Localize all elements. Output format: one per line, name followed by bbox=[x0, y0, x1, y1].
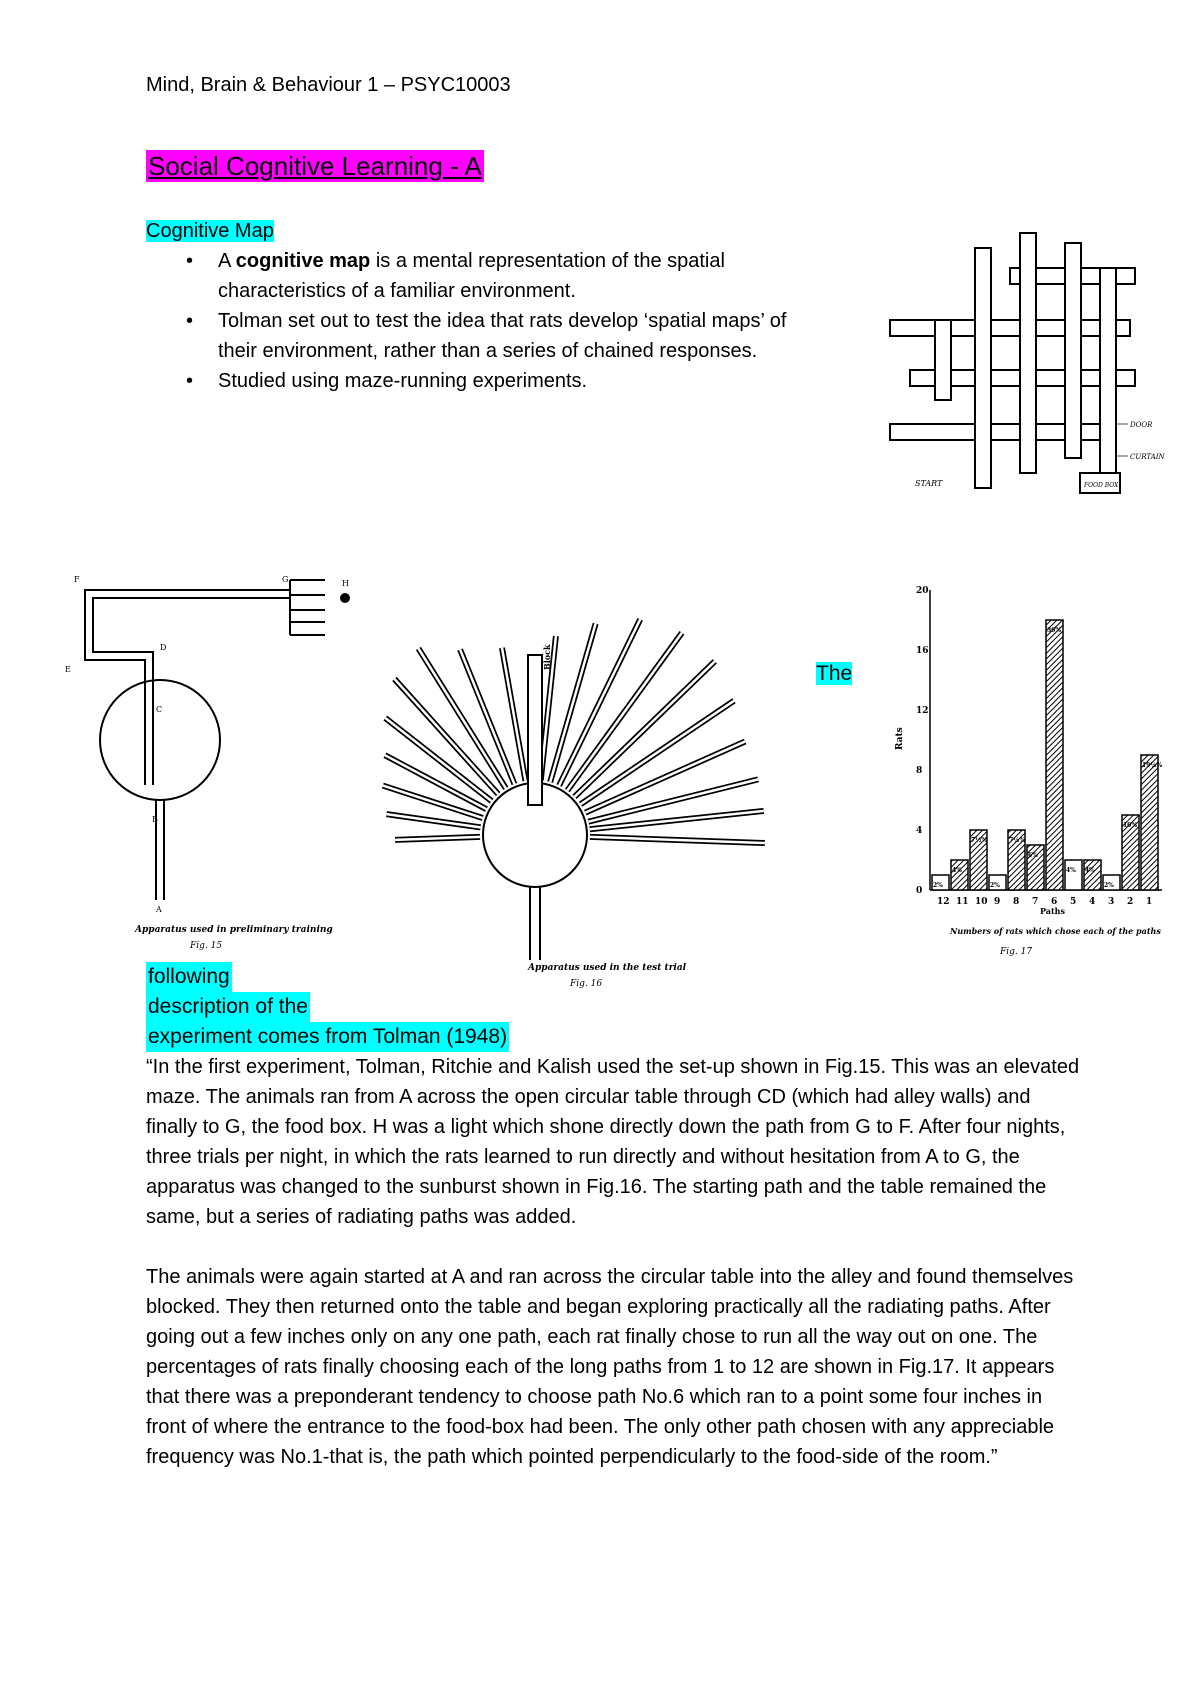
bullet-item: • Tolman set out to test the idea that rats develop ‘spatial maps’ of their environment, rather than a series of chained responses. bbox=[180, 306, 820, 366]
x-tick-label: 1 bbox=[1146, 897, 1153, 907]
data-label: 6% bbox=[1028, 852, 1038, 859]
x-tick-label: 6 bbox=[1051, 897, 1058, 907]
light-h-icon bbox=[340, 593, 350, 603]
bullet-icon: • bbox=[186, 310, 194, 332]
food-box-label: FOOD BOX bbox=[1084, 482, 1119, 489]
paragraph: The animals were again started at A and ran across the circular table into the alley and found themselves blocked. They then returned onto the table and began exploring practically all the radiating paths. After going out a few inches only on any one path, each rat finally chose to run all the way out on one. The percentages of rats finally choosing each of the long paths from 1 to 12 are shown in Fig.17. It appears that there was a preponderant tendency to choose path No.6 which ran to a point some four inches in front of where the entrance to the food-box had been. The only other path chosen with any appreciable frequency was No.1-that is, the path which pointed perpendicularly to the food-side of the room.” bbox=[146, 1266, 1074, 1468]
bar bbox=[1084, 860, 1101, 890]
bullet-icon: • bbox=[186, 370, 194, 392]
point-e-label: E bbox=[65, 665, 71, 674]
data-label: 10% bbox=[1123, 822, 1138, 829]
fig16-caption: Apparatus used in the test trial bbox=[528, 963, 687, 973]
chart-title: Numbers of rats which chose each of the paths bbox=[950, 926, 1161, 936]
y-tick-label: 4 bbox=[916, 826, 923, 836]
food-box-g bbox=[290, 580, 325, 635]
data-label: 4% bbox=[1085, 867, 1095, 874]
description-text: description of the bbox=[146, 992, 310, 1022]
x-tick-label: 10 bbox=[975, 897, 988, 907]
radiating-path bbox=[386, 814, 480, 827]
x-tick-label: 7 bbox=[1032, 897, 1039, 907]
data-label: 19½% bbox=[1142, 762, 1163, 769]
source-text: experiment comes from Tolman (1948) bbox=[146, 1022, 509, 1052]
data-label: 4% bbox=[1066, 867, 1076, 874]
fig15-caption: Apparatus used in preliminary training bbox=[135, 925, 333, 935]
maze-alley bbox=[1065, 243, 1081, 458]
data-label: 4% bbox=[952, 867, 962, 874]
fig17-label: Fig. 17 bbox=[1000, 947, 1033, 957]
following-text: following bbox=[146, 962, 232, 992]
point-c-label: C bbox=[156, 705, 163, 714]
x-tick-label: 8 bbox=[1013, 897, 1020, 907]
section-heading bbox=[146, 218, 274, 244]
start-label: START bbox=[915, 479, 943, 488]
door-label: DOOR bbox=[1130, 421, 1153, 429]
fig15-apparatus bbox=[60, 560, 360, 950]
path-to-food bbox=[85, 590, 290, 680]
section-heading-text: Cognitive Map bbox=[146, 220, 274, 242]
point-d-label: D bbox=[160, 643, 167, 652]
bar bbox=[1141, 755, 1158, 890]
x-tick-label: 12 bbox=[937, 897, 950, 907]
x-tick-label: 11 bbox=[956, 897, 969, 907]
y-tick-label: 16 bbox=[916, 646, 929, 656]
maze-alley bbox=[935, 320, 951, 400]
bar bbox=[1065, 860, 1082, 890]
maze-figure bbox=[880, 228, 1180, 498]
block-label: Block bbox=[542, 644, 552, 670]
curtain-label: CURTAIN bbox=[1130, 453, 1165, 461]
fig16-sunburst bbox=[380, 530, 810, 1010]
circular-table bbox=[100, 680, 220, 800]
bullet-item: • A cognitive map is a mental representation of the spatial characteristics of a familiar environment. bbox=[180, 246, 820, 306]
bullet-icon: • bbox=[186, 250, 194, 272]
data-label: 36% bbox=[1047, 627, 1062, 634]
x-tick-label: 5 bbox=[1070, 897, 1077, 907]
point-a-label: A bbox=[156, 905, 162, 914]
point-g-label: G bbox=[282, 575, 289, 584]
maze-alley bbox=[975, 248, 991, 488]
x-tick-label: 3 bbox=[1108, 897, 1115, 907]
data-label: 7½% bbox=[971, 837, 988, 844]
quote-body bbox=[146, 1052, 1086, 1502]
data-label: 7½% bbox=[1009, 837, 1026, 844]
y-tick-label: 0 bbox=[916, 886, 923, 896]
y-axis-label: Rats bbox=[895, 727, 905, 750]
page-title: Social Cognitive Learning - A bbox=[148, 151, 482, 181]
fig15-label: Fig. 15 bbox=[190, 941, 223, 950]
y-tick-label: 12 bbox=[916, 706, 929, 716]
point-b-label: B bbox=[152, 815, 158, 824]
point-h-label: H bbox=[342, 579, 349, 588]
bullet-list bbox=[180, 246, 820, 396]
data-label: 2% bbox=[990, 882, 1000, 889]
x-axis-label: Paths bbox=[1040, 906, 1065, 916]
maze-alley bbox=[1020, 233, 1036, 473]
x-tick-label: 4 bbox=[1089, 897, 1096, 907]
y-tick-label: 20 bbox=[916, 586, 929, 596]
paragraph: “In the first experiment, Tolman, Ritchie and Kalish used the set-up shown in Fig.15. This was an elevated maze. The animals ran from A across the open circular table through CD (which had alley walls) and finally to G, the food box. H was a light which shone directly down the path from G to F. After four nights, three trials per night, in which the rats learned to run directly and without hesitation from A to G, the apparatus was changed to the sunburst shown in Fig.16. The starting path and the table remained the same, but a series of radiating paths was added. bbox=[146, 1056, 1080, 1228]
x-tick-label: 9 bbox=[994, 897, 1001, 907]
bar bbox=[951, 860, 968, 890]
y-tick-label: 8 bbox=[916, 766, 923, 776]
the-fragment bbox=[814, 660, 854, 688]
data-label: 2% bbox=[1104, 882, 1114, 889]
bar bbox=[1046, 620, 1063, 890]
page-header: Mind, Brain & Behaviour 1 – PSYC10003 bbox=[146, 74, 511, 96]
fig16-label: Fig. 16 bbox=[570, 979, 603, 989]
alley-cd bbox=[145, 680, 153, 785]
the-text: The bbox=[816, 662, 853, 685]
point-f-label: F bbox=[74, 575, 80, 584]
data-label: 2% bbox=[933, 882, 943, 889]
fig17-chart bbox=[890, 560, 1180, 1040]
x-tick-label: 2 bbox=[1127, 897, 1134, 907]
maze-alley bbox=[890, 320, 1130, 336]
intro-fragments bbox=[146, 962, 509, 1052]
bullet-item: • Studied using maze-running experiments. bbox=[180, 366, 820, 396]
maze-alley bbox=[1100, 268, 1116, 473]
